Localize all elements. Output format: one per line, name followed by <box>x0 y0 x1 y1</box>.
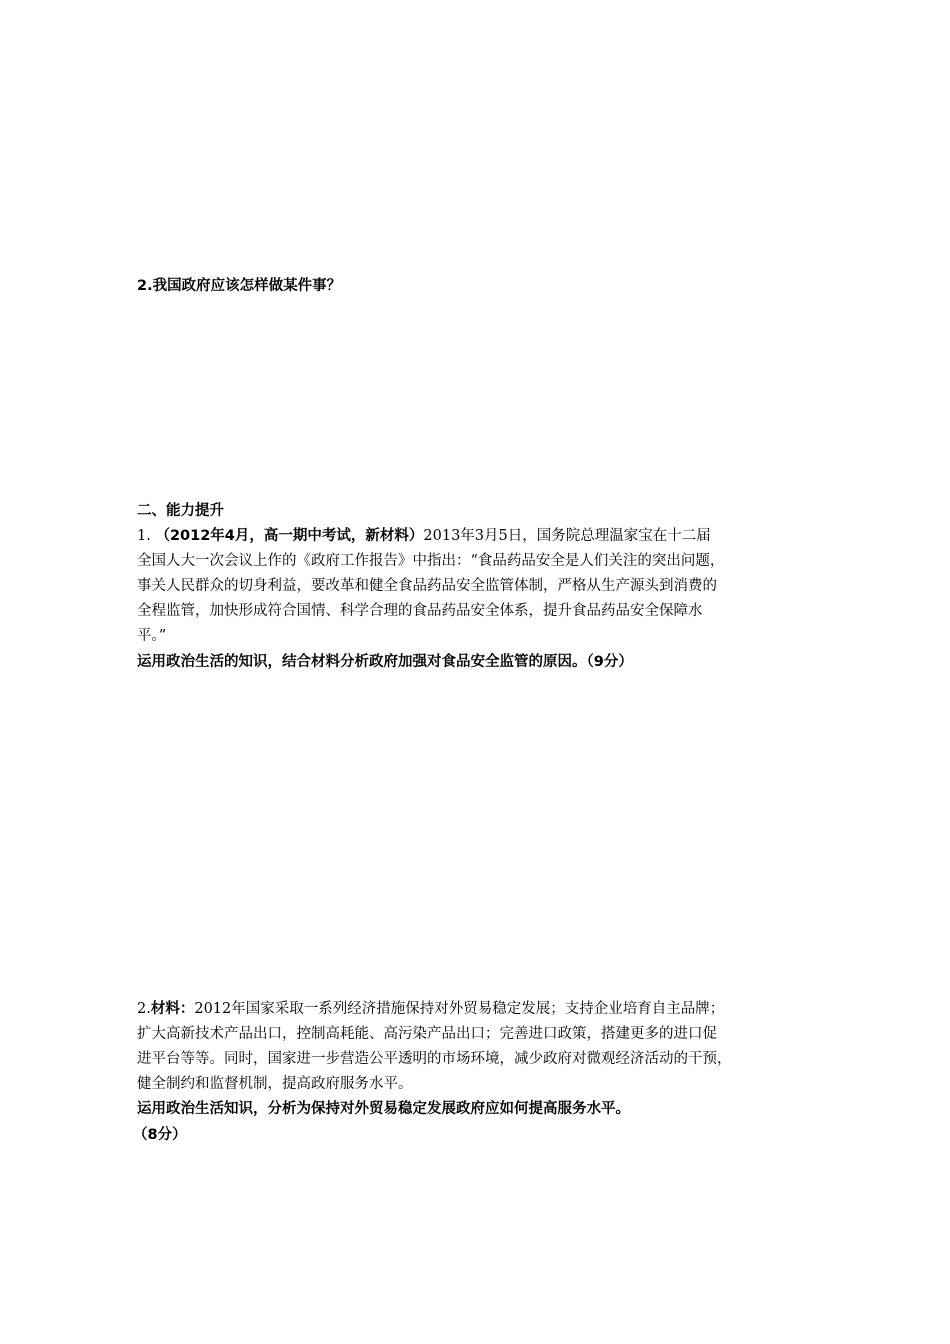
q2-material-line <box>137 998 724 1020</box>
q2-label: 材料： <box>150 1001 195 1017</box>
section-title: 二、能力提升 <box>137 503 224 519</box>
q1-line-2: 全国人大一次会议上作的《政府工作报告》中指出：“食品药品安全是人们关注的突出问题， <box>137 553 725 569</box>
q2-line-1: 2012年国家采取一系列经济措施保持对外贸易稳定发展；支持企业培育自主品牌； <box>194 1001 725 1017</box>
q1-line-5: 平。” <box>137 628 167 644</box>
q1-task: 运用政治生活的知识，结合材料分析政府加强对食品安全监管的原因。（9分） <box>137 654 633 670</box>
q2-line-3: 进平台等等。同时，国家进一步营造公平透明的市场环境，减少政府对微观经济活动的干预， <box>137 1051 732 1067</box>
q1-line-3: 事关人民群众的切身利益，要改革和健全食品药品安全监管体制，严格从生产源头到消费的 <box>137 578 717 594</box>
q2-line-2: 扩大高新技术产品出口，控制高耗能、高污染产品出口；完善进口政策，搭建更多的进口促 <box>137 1026 717 1042</box>
q1-material-line <box>137 525 711 547</box>
q2-number: 2. <box>137 1001 151 1017</box>
q1-line-4: 全程监管，加快形成符合国情、科学合理的食品药品安全体系，提升食品药品安全保障水 <box>137 603 703 619</box>
q2-task: 运用政治生活知识，分析为保持对外贸易稳定发展政府应如何提高服务水平。 <box>137 1101 630 1117</box>
question-2-prompt: 2.我国政府应该怎样做某件事？ <box>137 278 342 294</box>
q1-number: 1. <box>137 528 151 544</box>
q1-line-1: 2013年3月5日，国务院总理温家宝在十二届 <box>423 528 711 544</box>
q1-source: （2012年4月，高一期中考试，新材料） <box>155 528 424 544</box>
q2-score: （8分） <box>133 1127 187 1143</box>
q2-line-4: 健全制约和监督机制，提高政府服务水平。 <box>137 1076 413 1092</box>
